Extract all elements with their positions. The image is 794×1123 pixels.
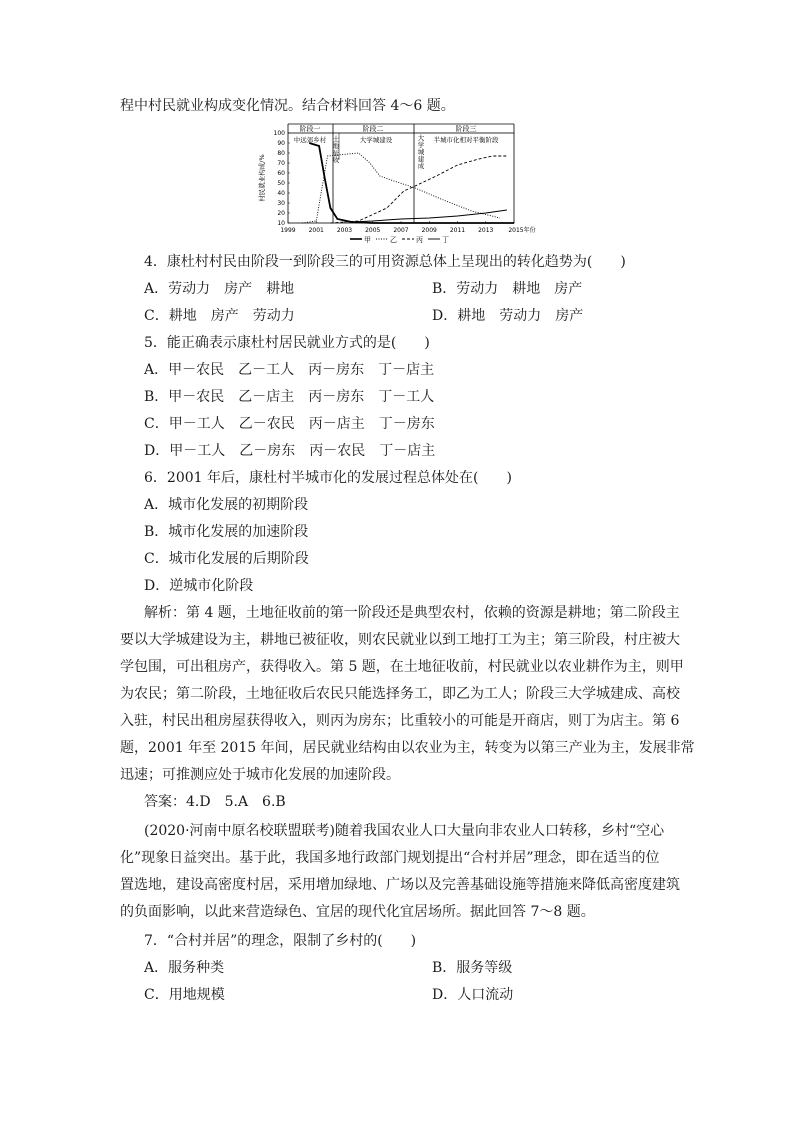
- region-label-rural: 中远郊乡村: [293, 136, 327, 144]
- y-axis-label: 村民就业构成/%: [258, 154, 266, 202]
- intro-text: 程中村民就业构成变化情况。结合材料回答 4～6 题。: [120, 98, 455, 114]
- region-label-construction: 大学城建设: [359, 136, 393, 144]
- x-tick-label: 2011: [449, 227, 466, 234]
- q4-option-b[interactable]: B．劳动力 耕地 房产: [432, 281, 583, 297]
- vertical-char: 学: [417, 141, 425, 149]
- vertical-char: 地: [332, 142, 340, 150]
- analysis-line-6: 题，2001 年至 2015 年间，居民就业结构由以农业为主，转变为以第三产业为主，发展非常: [120, 740, 695, 756]
- region-label-completed: [418, 133, 425, 170]
- material-line-4: 的负面影响，以此来营造绿色、宜居的现代化宜居场所。据此回答 7～8 题。: [120, 904, 595, 920]
- q5-option-b[interactable]: B．甲－农民 乙－店主 丙－房东 丁－工人: [144, 389, 435, 405]
- legend-label-ding: 丁: [442, 236, 449, 244]
- q7-option-d[interactable]: D．人口流动: [432, 987, 514, 1003]
- q7-option-a[interactable]: A．服务种类: [144, 960, 225, 976]
- analysis-line-3: 学包围，可出租房产，获得收入。第 5 题，在土地征收前，村民就业以农业耕作为主，则甲: [120, 659, 684, 675]
- q6-option-a[interactable]: A．城市化发展的初期阶段: [144, 497, 309, 513]
- y-tick-label: 80: [277, 150, 285, 157]
- legend-label-yi: 乙: [390, 236, 397, 244]
- y-tick-label: 20: [277, 210, 285, 217]
- analysis-line-2: 要以大学城建设为主，耕地已被征收，则农民就业以到工地打工为主；第三阶段，村庄被大: [120, 632, 680, 648]
- vertical-char: 大: [417, 134, 425, 142]
- q6-option-c[interactable]: C．城市化发展的后期阶段: [144, 551, 309, 567]
- q4-stem: 4．康杜村村民由阶段一到阶段三的可用资源总体上呈现出的转化趋势为( ): [144, 254, 626, 270]
- x-tick-label: 2015年份: [508, 227, 536, 234]
- vertical-char: 成: [417, 162, 425, 170]
- region-label-land-acquisition: [333, 134, 340, 164]
- q6-stem: 6．2001 年后，康杜村半城市化的发展过程总体处在( ): [144, 470, 512, 486]
- q5-option-d[interactable]: D．甲－工人 乙－房东 丙－农民 丁－店主: [144, 443, 436, 459]
- analysis-line-5: 入驻，村民出租房屋获得收入，则丙为房东；比重较小的可能是开商店，则丁为店主。第 6: [120, 713, 680, 729]
- x-tick-label: 2013: [478, 227, 494, 234]
- y-tick-label: 90: [277, 140, 285, 147]
- y-tick-label: 40: [277, 190, 285, 197]
- y-tick-label: 50: [277, 180, 285, 187]
- vertical-char: 收: [332, 156, 340, 164]
- q5-stem: 5．能正确表示康杜村居民就业方式的是( ): [144, 335, 430, 351]
- analysis-line-1: 解析：第 4 题，土地征收前的第一阶段还是典型农村，依赖的资源是耕地；第二阶段主: [144, 605, 680, 621]
- y-tick-label: 100: [273, 130, 285, 137]
- stage-label-3: 阶段三: [455, 125, 477, 133]
- analysis-line-7: 迅速；可推测应处于城市化发展的加速阶段。: [120, 767, 400, 783]
- y-tick-label: 10: [277, 220, 285, 227]
- q7-option-c[interactable]: C．用地规模: [144, 987, 225, 1003]
- x-tick-label: 2001: [308, 227, 324, 234]
- material-line-2: 化”现象日益突出。基于此，我国多地行政部门规划提出“合村并居”理念，即在适当的位: [120, 850, 660, 866]
- vertical-char: 征: [332, 149, 340, 157]
- plot-frame: [288, 133, 514, 223]
- vertical-char: 土: [332, 135, 340, 143]
- y-ticks: [274, 130, 290, 227]
- series-line-ding: [352, 210, 507, 222]
- q6-option-d[interactable]: D．逆城市化阶段: [144, 578, 254, 594]
- q4-option-c[interactable]: C．耕地 房产 劳动力: [144, 308, 295, 324]
- legend: [350, 236, 449, 244]
- vertical-char: 建: [417, 155, 425, 163]
- x-tick-label: 2009: [421, 227, 437, 234]
- stage-label-1: 阶段一: [299, 125, 321, 133]
- q5-option-c[interactable]: C．甲－工人 乙－农民 丙－店主 丁－房东: [144, 416, 435, 432]
- x-tick-label: 2005: [365, 227, 381, 234]
- vertical-char: 城: [417, 148, 425, 156]
- stage-label-2: 阶段二: [362, 125, 384, 133]
- answer-line: 答案：4.D 5.A 6.B: [144, 794, 286, 810]
- material-line-1: (2020·河南中原名校联盟联考)随着我国农业人口大量向非农业人口转移，乡村“空心: [144, 823, 665, 839]
- x-tick-label: 2003: [336, 227, 353, 234]
- y-tick-label: 30: [277, 200, 285, 207]
- employment-chart: [258, 120, 548, 248]
- q7-stem: 7．“合村并居”的理念，限制了乡村的( ): [144, 933, 417, 949]
- q4-option-d[interactable]: D．耕地 劳动力 房产: [432, 308, 584, 324]
- q5-option-a[interactable]: A．甲－农民 乙－工人 丙－房东 丁－店主: [144, 362, 435, 378]
- q7-option-b[interactable]: B．服务等级: [432, 960, 513, 976]
- analysis-line-4: 为农民；第二阶段，土地征收后农民只能选择务工，即乙为工人；阶段三大学城建成、高校: [120, 686, 680, 702]
- legend-label-bing: 丙: [416, 236, 423, 244]
- q4-option-a[interactable]: A．劳动力 房产 耕地: [144, 281, 295, 297]
- x-tick-label: 2007: [393, 227, 409, 234]
- material-line-3: 置选地，建设高密度村居，采用增加绿地、广场以及完善基础设施等措施来降低高密度建筑: [120, 877, 680, 893]
- y-tick-label: 70: [277, 160, 285, 167]
- region-label-balance: 半城市化相对平衡阶段: [433, 136, 499, 144]
- legend-label-jia: 甲: [364, 236, 371, 244]
- chart-svg: [258, 120, 548, 248]
- q6-option-b[interactable]: B．城市化发展的加速阶段: [144, 524, 309, 540]
- x-tick-label: 1999: [280, 227, 296, 234]
- y-tick-label: 60: [277, 170, 285, 177]
